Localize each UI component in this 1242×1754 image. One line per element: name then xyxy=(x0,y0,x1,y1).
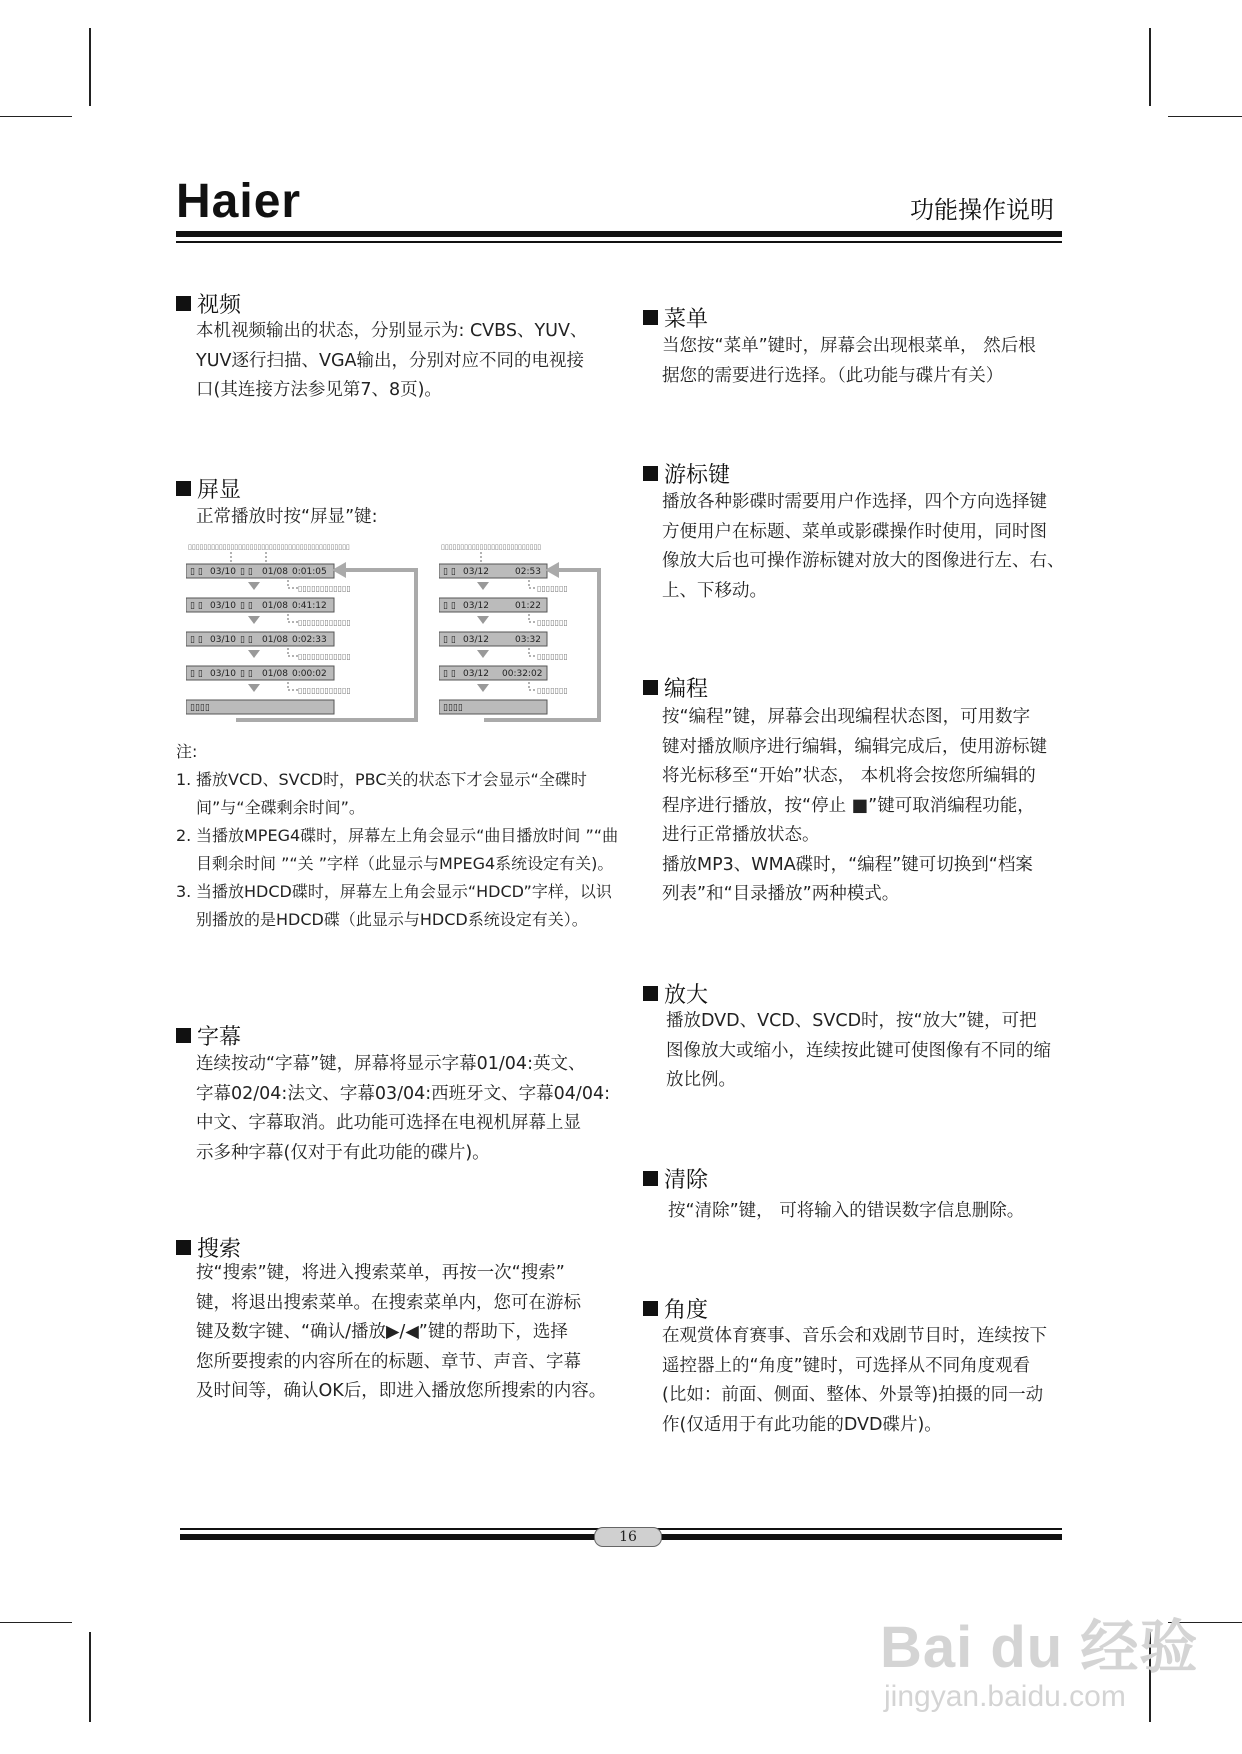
svg-text:01/08: 01/08 xyxy=(262,635,288,645)
notes-label: 注: xyxy=(176,742,198,761)
svg-text:03:32: 03:32 xyxy=(515,635,541,645)
header-rule-thin xyxy=(176,241,1062,243)
video-paragraph: 本机视频输出的状态，分别显示为: CVBS、YUV、 YUV逐行扫描、VGA输出，分别对应不同的电视接 口(其连接方法参见第7、8页)。 xyxy=(196,321,588,400)
svg-text:▯ ▯: ▯ ▯ xyxy=(240,635,253,645)
svg-text:03/10: 03/10 xyxy=(210,635,236,645)
osd-diagram-right xyxy=(439,540,609,730)
section-title-menu: 菜单 xyxy=(643,302,708,333)
section-title-angle: 角度 xyxy=(643,1293,708,1324)
svg-text:▯▯▯▯▯▯▯: ▯▯▯▯▯▯▯ xyxy=(537,686,568,695)
crop-mark xyxy=(89,28,91,106)
svg-text:▯ ▯: ▯ ▯ xyxy=(443,635,456,645)
note-item: 3. 当播放HDCD碟时，屏幕左上角会显示“HDCD”字样，以识别播放的是HDCD碟（此显示与HDCD系统设定有关）。 xyxy=(176,882,612,929)
page-number: 16 xyxy=(594,1527,662,1547)
svg-text:▯▯▯▯▯▯▯: ▯▯▯▯▯▯▯ xyxy=(537,618,568,627)
svg-text:▯ ▯: ▯ ▯ xyxy=(240,601,253,611)
crop-mark xyxy=(89,1632,91,1722)
osd-row xyxy=(439,632,547,646)
svg-text:▯▯▯▯▯▯▯▯▯▯▯▯: ▯▯▯▯▯▯▯▯▯▯▯▯ xyxy=(298,584,351,593)
svg-text:▯ ▯: ▯ ▯ xyxy=(443,669,456,679)
osd-row xyxy=(439,564,547,578)
osd-row xyxy=(186,564,334,578)
section-title-program: 编程 xyxy=(643,672,708,703)
svg-text:▯ ▯: ▯ ▯ xyxy=(443,601,456,611)
crop-mark xyxy=(0,1622,72,1623)
svg-text:▯ ▯: ▯ ▯ xyxy=(190,635,203,645)
svg-text:0:00:02: 0:00:02 xyxy=(292,669,327,679)
osd-intro: 正常播放时按“屏显”键: xyxy=(196,507,378,527)
svg-text:▯ ▯: ▯ ▯ xyxy=(190,601,203,611)
section-title-osd: 屏显 xyxy=(176,473,241,504)
svg-text:03/12: 03/12 xyxy=(463,567,489,577)
program-paragraph: 按“编程”键，屏幕会出现编程状态图，可用数字 键对播放顺序进行编辑，编辑完成后，使用游标键 将光标移至“开始”状态， 本机将会按您所编辑的 程序进行播放，按“停止 ■”键可取消编程功能， 进行正常播放状态。 播放MP3、WMA碟时，“编程”键可切换到“档案 列表”和“目录播放”两种模式。 xyxy=(662,707,1047,904)
svg-text:▯▯▯▯▯▯▯: ▯▯▯▯▯▯▯ xyxy=(537,652,568,661)
osd-row xyxy=(439,598,547,612)
watermark xyxy=(880,1600,1198,1714)
subtitle-paragraph: 连续按动“字幕”键，屏幕将显示字幕01/04:英文、 字幕02/04:法文、字幕03/04:西班牙文、字幕04/04: 中文、字幕取消。此功能可选择在电视机屏幕上显 示多种字幕(仅对于有此功能的碟片)。 xyxy=(196,1054,610,1163)
section-title-subtitle: 字幕 xyxy=(176,1020,241,1051)
page-title: 功能操作说明 xyxy=(910,196,1054,224)
menu-paragraph: 当您按“菜单”键时，屏幕会出现根菜单， 然后根 据您的需要进行选择。（此功能与碟片有关） xyxy=(662,336,1036,386)
crop-mark xyxy=(1168,116,1242,117)
svg-text:0:01:05: 0:01:05 xyxy=(292,567,327,577)
svg-text:01/08: 01/08 xyxy=(262,567,288,577)
svg-text:02:53: 02:53 xyxy=(515,567,541,577)
svg-text:▯▯▯▯▯▯▯▯▯▯▯▯: ▯▯▯▯▯▯▯▯▯▯▯▯ xyxy=(298,652,351,661)
crop-mark xyxy=(0,116,72,117)
svg-text:0:41:12: 0:41:12 xyxy=(292,601,327,611)
svg-text:▯▯▯▯▯▯▯▯▯▯▯▯: ▯▯▯▯▯▯▯▯▯▯▯▯ xyxy=(298,686,351,695)
svg-text:▯ ▯: ▯ ▯ xyxy=(443,567,456,577)
section-title-cursor: 游标键 xyxy=(643,458,730,489)
osd-header-placeholder: ▯▯▯▯▯▯▯▯▯▯▯▯▯▯▯▯▯▯▯▯▯▯▯▯▯▯ xyxy=(441,543,542,551)
watermark-brand: Bai du 经验 xyxy=(880,1615,1199,1680)
brand-logo: Haier xyxy=(176,175,302,228)
section-title-search: 搜索 xyxy=(176,1232,241,1263)
svg-text:03/12: 03/12 xyxy=(463,635,489,645)
svg-text:▯▯▯▯▯▯▯▯▯▯▯▯: ▯▯▯▯▯▯▯▯▯▯▯▯ xyxy=(298,618,351,627)
search-paragraph: 按“搜索”键，将进入搜索菜单，再按一次“搜索” 键，将退出搜索菜单。在搜索菜单内，您可在游标 键及数字键、“确认/播放▶/◀”键的帮助下，选择 您所要搜索的内容所在的标题、章节、声音、字幕 及时间等，确认OK后，即进入播放您所搜索的内容。 xyxy=(196,1263,607,1401)
note-item: 1. 播放VCD、SVCD时，PBC关的状态下才会显示“全碟时间”与“全碟剩余时间”。 xyxy=(176,770,587,817)
svg-text:00:32:02: 00:32:02 xyxy=(502,669,543,679)
watermark-url: jingyan.baidu.com xyxy=(884,1680,1126,1713)
svg-text:03/10: 03/10 xyxy=(210,567,236,577)
svg-text:▯▯▯▯▯▯▯: ▯▯▯▯▯▯▯ xyxy=(537,584,568,593)
osd-header-placeholder: ▯▯▯▯▯▯▯▯▯▯▯▯▯▯▯▯▯▯▯▯▯▯▯▯▯▯▯▯▯▯▯▯▯▯▯▯▯▯▯▯▯▯ xyxy=(188,543,350,551)
svg-text:03/10: 03/10 xyxy=(210,669,236,679)
svg-text:▯ ▯: ▯ ▯ xyxy=(190,669,203,679)
section-title-zoom: 放大 xyxy=(643,978,708,1009)
svg-text:03/10: 03/10 xyxy=(210,601,236,611)
zoom-paragraph: 播放DVD、VCD、SVCD时，按“放大”键，可把 图像放大或缩小，连续按此键可使图像有不同的缩 放比例。 xyxy=(666,1011,1051,1090)
osd-row-last xyxy=(186,700,334,714)
svg-text:▯ ▯: ▯ ▯ xyxy=(190,567,203,577)
svg-text:03/12: 03/12 xyxy=(463,601,489,611)
notes-block xyxy=(176,738,626,934)
osd-row-last xyxy=(439,700,547,714)
svg-text:03/12: 03/12 xyxy=(463,669,489,679)
svg-text:01:22: 01:22 xyxy=(515,601,541,611)
osd-row xyxy=(439,666,547,680)
svg-text:▯ ▯: ▯ ▯ xyxy=(240,567,253,577)
header-rule xyxy=(176,231,1062,237)
crop-mark xyxy=(1149,28,1151,106)
section-title-clear: 清除 xyxy=(643,1163,708,1194)
cursor-paragraph: 播放各种影碟时需要用户作选择，四个方向选择键 方便用户在标题、菜单或影碟操作时使用，同时图 像放大后也可操作游标键对放大的图像进行左、右、 上、下移动。 xyxy=(662,492,1065,601)
section-title-video: 视频 xyxy=(176,288,241,319)
angle-paragraph: 在观赏体育赛事、音乐会和戏剧节目时，连续按下 遥控器上的“角度”键时，可选择从不同角度观看 (比如：前面、侧面、整体、外景等)拍摄的同一动 作(仅适用于有此功能的DVD碟片)。 xyxy=(662,1326,1047,1435)
osd-diagram-left xyxy=(186,540,436,730)
osd-row xyxy=(186,632,334,646)
clear-paragraph: 按“清除”键， 可将输入的错误数字信息删除。 xyxy=(668,1201,1025,1221)
note-item: 2. 当播放MPEG4碟时，屏幕左上角会显示“曲目播放时间 ”“曲目剩余时间 ”“关 ”字样（此显示与MPEG4系统设定有关)。 xyxy=(176,826,619,873)
svg-text:01/08: 01/08 xyxy=(262,601,288,611)
svg-text:01/08: 01/08 xyxy=(262,669,288,679)
osd-row xyxy=(186,666,334,680)
osd-row xyxy=(186,598,334,612)
svg-text:▯ ▯: ▯ ▯ xyxy=(240,669,253,679)
svg-text:0:02:33: 0:02:33 xyxy=(292,635,327,645)
svg-text:▯▯▯▯: ▯▯▯▯ xyxy=(443,703,463,713)
svg-text:▯▯▯▯: ▯▯▯▯ xyxy=(190,703,210,713)
